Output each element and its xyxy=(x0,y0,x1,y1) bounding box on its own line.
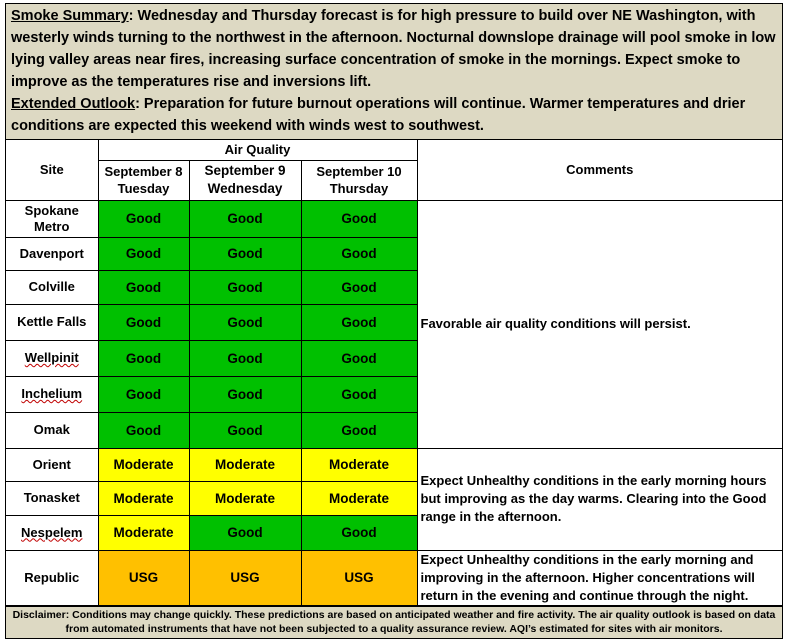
day-date: September 9 xyxy=(204,163,286,178)
aq-cell: Good xyxy=(189,304,301,340)
day-header-1 xyxy=(98,160,189,200)
site-name: Davenport xyxy=(6,237,98,270)
aq-cell: Moderate xyxy=(189,448,301,481)
day-header-2 xyxy=(189,160,301,200)
aq-cell: Good xyxy=(189,412,301,448)
site-name: Nespelem xyxy=(21,524,83,540)
site-name: Republic xyxy=(6,550,98,605)
air-quality-header: Air Quality xyxy=(98,140,417,160)
air-quality-table xyxy=(6,140,782,606)
site-name: Omak xyxy=(6,412,98,448)
smoke-summary-paragraph xyxy=(11,5,777,93)
aq-cell: Moderate xyxy=(98,481,189,515)
comment-usg: Expect Unhealthy conditions in the early morning and improving in the afternoon. Higher concentrations will return in the evening and continue through the night. xyxy=(417,550,782,605)
table-row xyxy=(6,200,782,237)
aq-cell: Moderate xyxy=(301,448,417,481)
aq-cell: Good xyxy=(98,304,189,340)
aq-cell: Good xyxy=(189,376,301,412)
site-name: Wellpinit xyxy=(24,350,79,365)
day-header-3 xyxy=(301,160,417,200)
aq-cell: Good xyxy=(98,270,189,304)
day-date: September 10 xyxy=(316,164,402,179)
aq-cell: Good xyxy=(189,237,301,270)
smoke-forecast-document xyxy=(5,3,783,639)
extended-outlook-text: : Preparation for future burnout operations will continue. Warmer temperatures and drier conditions are expected this weekend with winds west to southwest. xyxy=(11,96,746,134)
aq-cell: Good xyxy=(189,270,301,304)
disclaimer: Disclaimer: Conditions may change quickly. These predictions are based on anticipated weather and fire activity. The air quality outlook is based on data from automated instruments that have not been subjected to a quality assurance review. AQI’s estimated for sites with air monitors. xyxy=(6,606,782,638)
aq-cell: Good xyxy=(301,515,417,550)
aq-cell: Good xyxy=(189,515,301,550)
aq-cell: Good xyxy=(98,412,189,448)
aq-cell: Moderate xyxy=(189,481,301,515)
day-name: Wednesday xyxy=(207,181,283,196)
smoke-summary-text: : Wednesday and Thursday forecast is for high pressure to build over NE Washington, with westerly winds turning to the northwest in the afternoon. Nocturnal downslope drainage will pool smoke in low lying valley areas near fires, increasing surface concentration of smoke in the mornings. Expect smoke to improve as the temperatures rise and inversions lift. xyxy=(11,8,776,90)
table-row xyxy=(6,448,782,481)
aq-cell: Moderate xyxy=(98,515,189,550)
site-name: Kettle Falls xyxy=(6,304,98,340)
table-row xyxy=(6,550,782,605)
aq-cell: USG xyxy=(301,550,417,605)
site-name: Inchelium xyxy=(21,386,83,401)
site-header: Site xyxy=(6,140,98,200)
comment-good: Favorable air quality conditions will persist. xyxy=(417,200,782,448)
aq-cell: Good xyxy=(301,376,417,412)
site-name: Spokane Metro xyxy=(6,200,98,237)
site-name: Colville xyxy=(6,270,98,304)
aq-cell: Good xyxy=(189,340,301,376)
extended-outlook-paragraph xyxy=(11,93,777,137)
aq-cell: Good xyxy=(301,270,417,304)
aq-cell: Good xyxy=(98,376,189,412)
aq-cell: USG xyxy=(98,550,189,605)
day-name: Tuesday xyxy=(117,181,170,196)
aq-cell: Good xyxy=(98,200,189,237)
aq-cell: Good xyxy=(301,200,417,237)
comment-moderate: Expect Unhealthy conditions in the early morning hours but improving as the day warms. Clearing into the Good range in the afternoon. xyxy=(417,448,782,550)
day-date: September 8 xyxy=(104,164,183,179)
site-name: Orient xyxy=(6,448,98,481)
aq-cell: Moderate xyxy=(301,481,417,515)
site-name: Tonasket xyxy=(6,481,98,515)
day-name: Thursday xyxy=(329,181,389,196)
aq-cell: Moderate xyxy=(98,448,189,481)
aq-cell: Good xyxy=(301,237,417,270)
aq-cell: Good xyxy=(98,340,189,376)
aq-cell: Good xyxy=(98,237,189,270)
extended-outlook-label: Extended Outlook xyxy=(11,96,136,112)
aq-cell: Good xyxy=(301,304,417,340)
smoke-summary-label: Smoke Summary xyxy=(11,8,129,24)
comments-header: Comments xyxy=(417,140,782,200)
aq-cell: Good xyxy=(301,412,417,448)
aq-cell: Good xyxy=(189,200,301,237)
aq-cell: Good xyxy=(301,340,417,376)
summary-panel xyxy=(6,4,782,140)
aq-cell: USG xyxy=(189,550,301,605)
